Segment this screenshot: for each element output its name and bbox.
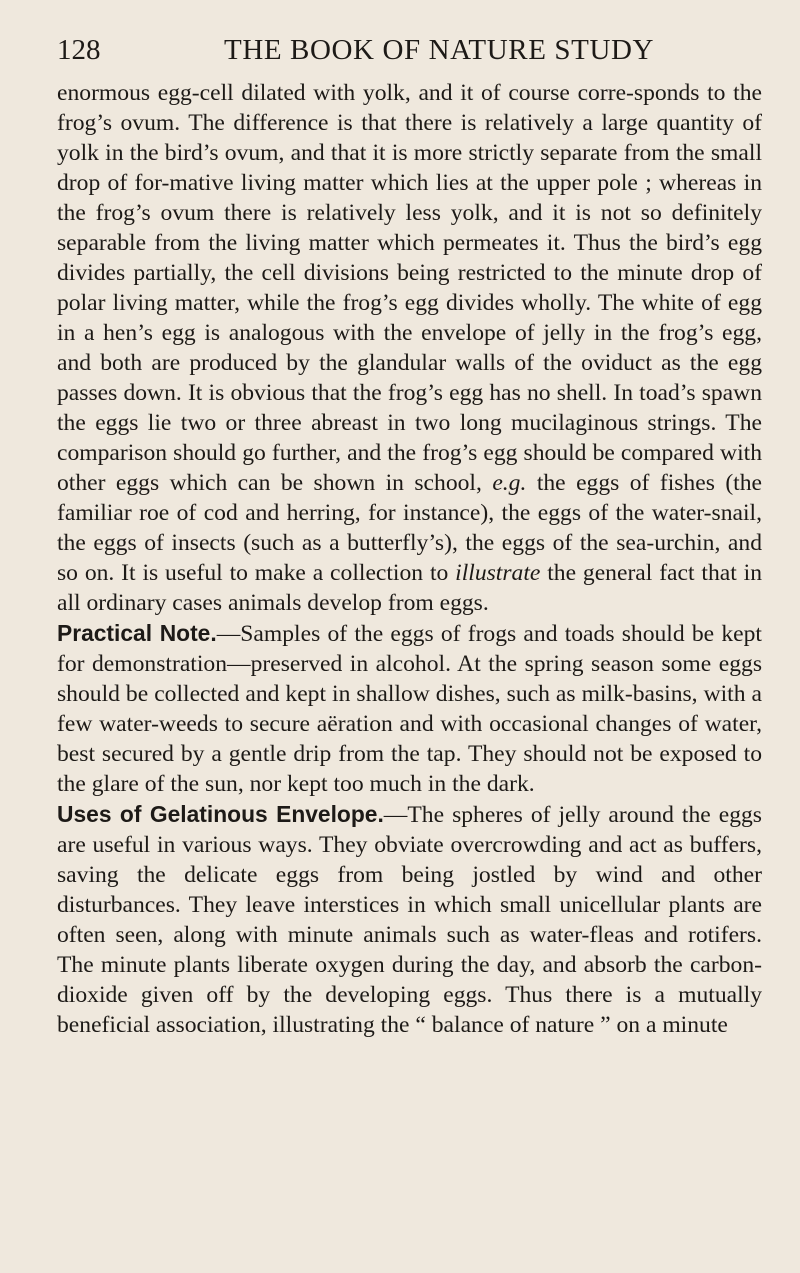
paragraph-text: enormous egg-cell dilated with yolk, and it of course corre-sponds to the frog’s ovum. The difference is that there is relatively a large quantity of yolk in the bird’s ovum, and that it is more strictly separate from the small drop of for-mative living matter which lies at the upper pole ; whereas in the frog’s ovum there is relatively less yolk, and it is not so definitely separable from the living matter which permeates it. Thus the bird’s egg divides partially, the cell divisions being restricted to the minute drop of polar living matter, while the frog’s egg divides wholly. The white of egg in a hen’s egg is analogous with the envelope of jelly in the frog’s egg, and both are produced by the glandular walls of the oviduct as the egg passes down. It is obvious that the frog’s egg has no shell. In toad’s spawn the eggs lie two or three abreast in two long mucilaginous strings. The comparison should go further, and the frog’s egg should be compared with other eggs which can be shown in school, xyxy=(57,80,762,496)
paragraph-text: —The spheres of jelly around the eggs are useful in various ways. They obviate overcrowding and act as buffers, saving the delicate eggs from being jostled by wind and other disturbances. They leave interstices in which small unicellular plants are often seen, along with minute animals such as water-fleas and rotifers. The minute plants liberate oxygen during the day, and absorb the carbon-dioxide given off by the developing eggs. Thus there is a mutually beneficial association, illustrating the “ balance of nature ” on a minute xyxy=(57,802,762,1038)
page-header xyxy=(0,34,800,74)
running-head: THE BOOK OF NATURE STUDY xyxy=(224,34,655,66)
paragraph-practical-note xyxy=(57,618,762,799)
italic-abbreviation: e.g. xyxy=(492,470,527,496)
paragraph-text: the eggs of fishes (the familiar roe of cod and herring, for instance), the eggs of the water-snail, the eggs of insects (such as a butterfly’s), the eggs of the sea-urchin, and so on. It is useful to make a collection to xyxy=(57,470,762,586)
italic-word: illustrate xyxy=(455,560,541,586)
section-heading: Uses of Gelatinous Envelope. xyxy=(57,801,384,827)
section-heading: Practical Note. xyxy=(57,620,217,646)
body-text xyxy=(57,78,762,1040)
page-number: 128 xyxy=(57,34,101,66)
paragraph-gelatinous-envelope xyxy=(57,799,762,1040)
paragraph-egg-comparison xyxy=(57,78,762,618)
paragraph-text: the general fact that in all ordinary cases animals develop from eggs. xyxy=(57,560,762,616)
paragraph-text: —Samples of the eggs of frogs and toads should be kept for demonstration—preserved in alcohol. At the spring season some eggs should be collected and kept in shallow dishes, such as milk-basins, with a few water-weeds to secure aëration and with occasional changes of water, best secured by a gentle drip from the tap. They should not be exposed to the glare of the sun, nor kept too much in the dark. xyxy=(57,621,762,797)
